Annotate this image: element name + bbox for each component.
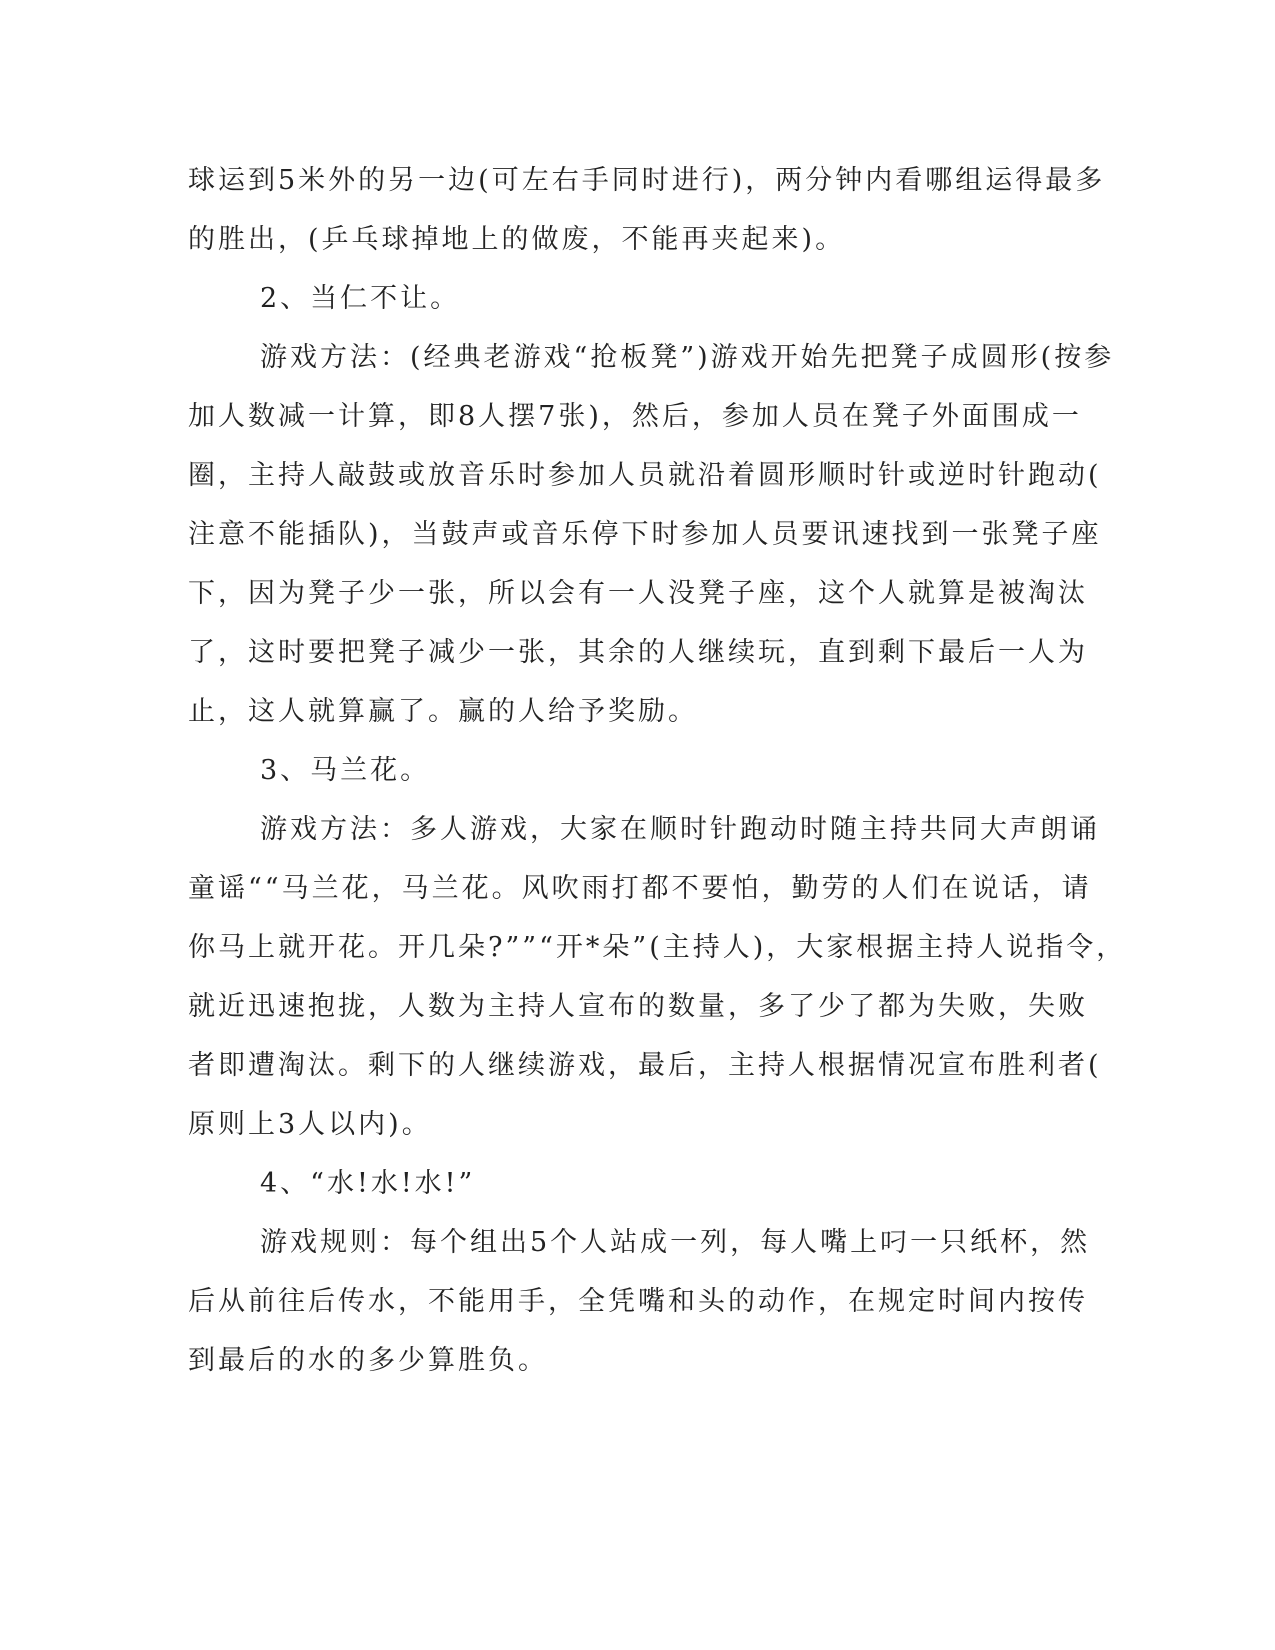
text-line: 止，这人就算赢了。赢的人给予奖励。: [188, 696, 698, 727]
text-line: 圈，主持人敲鼓或放音乐时参加人员就沿着圆形顺时针或逆时针跑动(: [188, 460, 1102, 491]
text-line: 加人数减一计算，即8人摆7张)，然后，参加人员在凳子外面围成一: [188, 401, 1082, 432]
text-line: 了，这时要把凳子减少一张，其余的人继续玩，直到剩下最后一人为: [188, 637, 1088, 668]
text-line: 游戏规则：每个组出5个人站成一列，每人嘴上叼一只纸杯，然: [260, 1227, 1091, 1258]
section-heading: 2、当仁不让。: [260, 283, 461, 314]
text-line: 童谣““马兰花，马兰花。风吹雨打都不要怕，勤劳的人们在说话，请: [188, 873, 1092, 904]
text-line: 游戏方法：多人游戏，大家在顺时针跑动时随主持共同大声朗诵: [260, 814, 1100, 845]
section-heading: 4、“水!水!水!”: [260, 1168, 476, 1199]
text-line: 到最后的水的多少算胜负。: [188, 1345, 548, 1376]
text-line: 的胜出，(乒乓球掉地上的做废，不能再夹起来)。: [188, 224, 846, 255]
text-line: 者即遭淘汰。剩下的人继续游戏，最后，主持人根据情况宣布胜利者(: [188, 1050, 1102, 1081]
text-line: 后从前往后传水，不能用手，全凭嘴和头的动作，在规定时间内按传: [188, 1286, 1088, 1317]
text-line: 就近迅速抱拢，人数为主持人宣布的数量，多了少了都为失败，失败: [188, 991, 1088, 1022]
section-heading: 3、马兰花。: [260, 755, 431, 786]
text-line: 游戏方法：(经典老游戏“抢板凳”)游戏开始先把凳子成圆形(按参: [260, 342, 1115, 373]
text-line: 你马上就开花。开几朵?””“开*朵”(主持人)，大家根据主持人说指令，: [188, 932, 1127, 963]
text-line: 球运到5米外的另一边(可左右手同时进行)，两分钟内看哪组运得最多: [188, 165, 1106, 196]
text-line: 注意不能插队)，当鼓声或音乐停下时参加人员要讯速找到一张凳子座: [188, 519, 1102, 550]
text-line: 下，因为凳子少一张，所以会有一人没凳子座，这个人就算是被淘汰: [188, 578, 1088, 609]
text-line: 原则上3人以内)。: [188, 1109, 432, 1140]
